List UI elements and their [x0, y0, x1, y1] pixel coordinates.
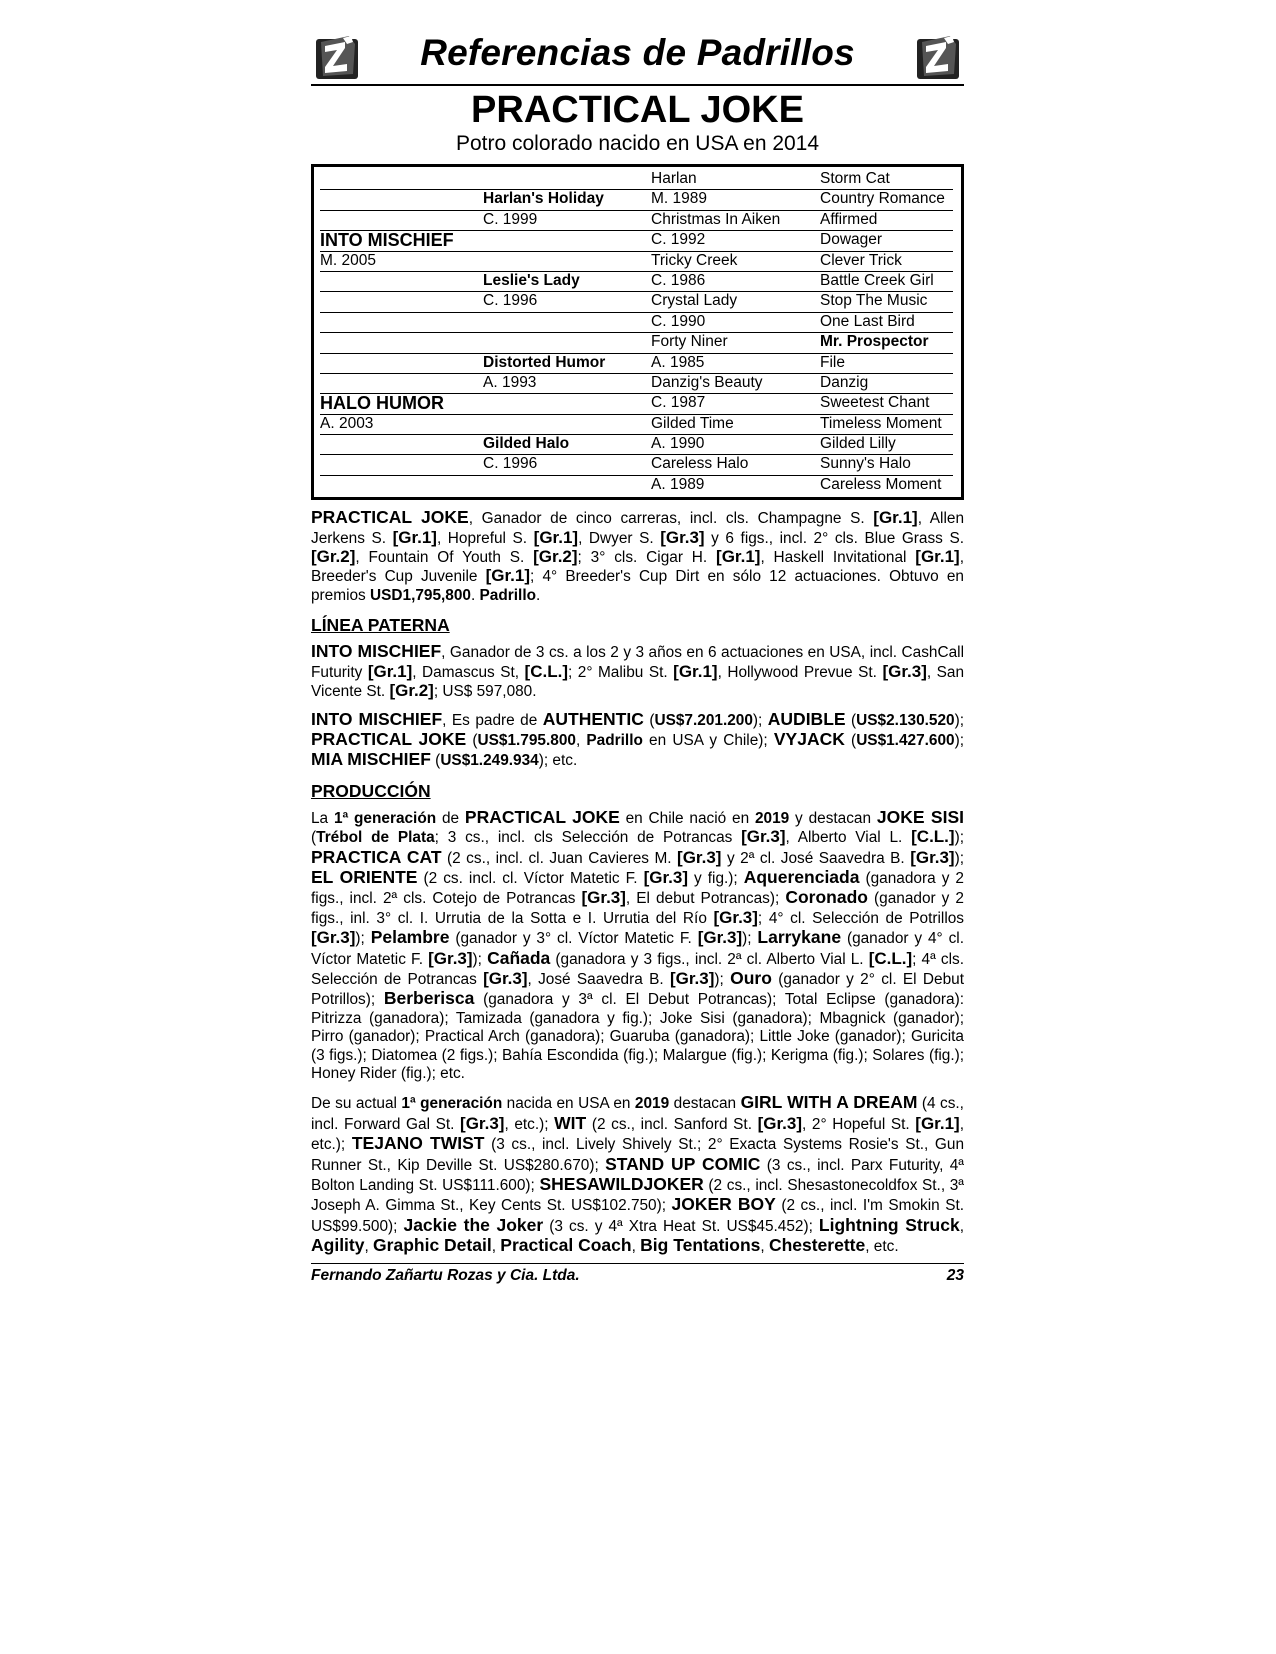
pedigree-cell: Gilded Lilly [820, 435, 896, 453]
pedigree-cell: Storm Cat [820, 170, 890, 187]
chile-production-paragraph: La 1ª generación de PRACTICAL JOKE en Chile nació en 2019 y destacan JOKE SISI (Trébol de Plata; 3 cs., incl. cls Selección de Potrancas [Gr.3], Alberto Vial L. [C.L.]); PRACTICA CAT (2 cs., incl. cl. Juan Cavieres M. [Gr.3] y 2ª cl. José Saavedra B. [Gr.3]); EL ORIENTE (2 cs. incl. cl. Víctor Matetic F. [Gr.3] y fig.); Aquerenciada (ganadora y 2 figs., incl. 2ª cls. Cotejo de Potrancas [Gr.3], El debut Potrancas); Coronado (ganador y 2 figs., inl. 3° cl. I. Urrutia de la Sotta e I. Urrutia del Río [Gr.3]; 4° cl. Selección de Potrillos [Gr.3]); Pelambre (ganador y 3° cl. Víctor Matetic F. [Gr.3]); Larrykane (ganador y 4° cl. Víctor Matetic F. [Gr.3]); Cañada (ganadora y 3 figs., incl. 2ª cl. Alberto Vial L. [C.L.]; 4ª cls. Selección de Potrancas [Gr.3], José Saavedra B. [Gr.3]); Ouro (ganador y 2° cl. El Debut Potrillos); Berberisca (ganadora y 3ª cl. El Debut Potrancas); Total Eclipse (ganadora): Pitrizza (ganadora); Tamizada (ganadora y fig.); Joke Sisi (ganadora); Mbagnick (ganador); Pirro (ganador); Practical Arch (ganadora); Guaruba (ganadora); Little Joke (ganador); Guricita (3 figs.); Diatomea (2 figs.); Bahía Escondida (fig.); Malargue (fig.); Kerigma (fig.); Solares (fig.); Honey Rider (fig.); etc. [311, 806, 964, 1082]
pedigree-table [311, 164, 964, 500]
pedigree-cell: Clever Trick [820, 251, 902, 269]
pedigree-cell: Danzig's Beauty [651, 373, 763, 391]
page-header [311, 30, 964, 86]
pedigree-cell: M. 1989 [651, 190, 708, 208]
pedigree-cell: C. 1992 [651, 231, 706, 249]
pedigree-cell: Leslie's Lady [483, 271, 580, 289]
pedigree-cell: C. 1986 [651, 271, 706, 289]
pedigree-cell: C. 1996 [483, 292, 538, 310]
pedigree-cell: C. 1987 [651, 394, 706, 412]
pedigree-row [320, 252, 953, 272]
pedigree-row [320, 313, 953, 333]
pedigree-cell: Sweetest Chant [820, 394, 930, 412]
pedigree-cell: A. 1990 [651, 435, 705, 453]
pedigree-row [320, 415, 953, 435]
section-title-linea-paterna: LÍNEA PATERNA [311, 615, 450, 636]
pedigree-cell [320, 354, 483, 373]
pedigree-cell: Harlan [651, 170, 697, 187]
pedigree-cell: Stop The Music [820, 292, 928, 310]
pedigree-cell: A. 1989 [651, 475, 705, 493]
pedigree-cell: Dowager [820, 231, 883, 249]
footer-company: Fernando Zañartu Rozas y Cia. Ltda. [311, 1266, 580, 1284]
pedigree-cell [483, 415, 651, 434]
pedigree-cell [320, 455, 483, 474]
pedigree-cell: HALO HUMOR [320, 393, 444, 414]
pedigree-row [320, 374, 953, 394]
pedigree-row [320, 170, 953, 190]
pedigree-cell [483, 394, 651, 413]
pedigree-row [320, 211, 953, 231]
pedigree-row [320, 476, 953, 495]
pedigree-cell: One Last Bird [820, 312, 915, 330]
sire-record-paragraph: INTO MISCHIEF, Ganador de 3 cs. a los 2 y 3 años en 6 actuaciones en USA, incl. CashCall Futurity [Gr.1], Damascus St, [C.L.]; 2° Malibu St. [Gr.1], Hollywood Prevue St. [Gr.3], San Vicente St. [Gr.2]; US$ 597,080. [311, 641, 965, 701]
pedigree-cell: Danzig [820, 373, 869, 391]
pedigree-cell: A. 2003 [320, 414, 374, 432]
horse-name: PRACTICAL JOKE [471, 89, 804, 131]
page-number: 23 [946, 1266, 964, 1284]
pedigree-row [320, 190, 953, 210]
pedigree-cell: C. 1996 [483, 455, 538, 473]
pedigree-cell [320, 292, 483, 311]
sire-progeny-paragraph: INTO MISCHIEF, Es padre de AUTHENTIC (US$7.201.200); AUDIBLE (US$2.130.520); PRACTICAL JOKE (US$1.795.800, Padrillo en USA y Chile); VYJACK (US$1.427.600); MIA MISCHIEF (US$1.249.934); etc. [311, 708, 965, 770]
pedigree-cell [320, 476, 483, 495]
pedigree-cell [320, 190, 483, 209]
pedigree-cell: Forty Niner [651, 333, 728, 351]
pedigree-cell: Timeless Moment [820, 414, 942, 432]
pedigree-cell: Distorted Humor [483, 353, 606, 371]
pedigree-cell: Mr. Prospector [820, 333, 929, 351]
pedigree-cell: File [820, 353, 845, 371]
pedigree-cell [483, 333, 651, 352]
pedigree-row [320, 435, 953, 455]
pedigree-cell: Tricky Creek [651, 251, 738, 269]
pedigree-cell: Careless Moment [820, 475, 942, 493]
pedigree-cell [483, 476, 651, 495]
page [311, 30, 964, 1285]
pedigree-cell [320, 211, 483, 230]
usa-production-paragraph: De su actual 1ª generación nacida en USA en 2019 destacan GIRL WITH A DREAM (4 cs., incl. Forward Gal St. [Gr.3], etc.); WIT (2 cs., incl. Sanford St. [Gr.3], 2° Hopeful St. [Gr.1], etc.); TEJANO TWIST (3 cs., incl. Lively Shively St.; 2° Exacta Systems Rosie's St., Gun Runner St., Kip Deville St. US$280.670); STAND UP COMIC (3 cs., incl. Parx Futurity, 4ª Bolton Landing St. US$111.600); SHESAWILDJOKER (2 cs., incl. Shesastonecoldfox St., 3ª Joseph A. Gimma St., Key Cents St. US$102.750); JOKER BOY (2 cs., incl. I'm Smokin St. US$99.500); Jackie the Joker (3 cs. y 4ª Xtra Heat St. US$45.452); Lightning Struck, Agility, Graphic Detail, Practical Coach, Big Tentations, Chesterette, etc. [311, 1092, 965, 1256]
pedigree-cell [320, 272, 483, 291]
pedigree-cell: Affirmed [820, 210, 878, 228]
pedigree-cell: M. 2005 [320, 251, 377, 269]
section-title-produccion: PRODUCCIÓN [311, 780, 431, 801]
pedigree-cell: Sunny's Halo [820, 455, 911, 473]
pedigree-cell: Gilded Time [651, 414, 734, 432]
pedigree-cell [483, 231, 651, 250]
page-footer [311, 1263, 964, 1285]
pedigree-cell [320, 374, 483, 393]
pedigree-cell [320, 170, 483, 189]
pedigree-cell [320, 313, 483, 332]
pedigree-row [320, 455, 953, 475]
pedigree-row [320, 272, 953, 292]
pedigree-cell [483, 252, 651, 271]
horse-head-z-logo-icon [916, 34, 960, 80]
pedigree-cell: Battle Creek Girl [820, 271, 934, 289]
pedigree-cell: A. 1985 [651, 353, 705, 371]
pedigree-row [320, 231, 953, 251]
pedigree-row [320, 354, 953, 374]
pedigree-cell: Country Romance [820, 190, 945, 208]
pedigree-cell: INTO MISCHIEF [320, 230, 454, 251]
header-title: Referencias de Padrillos [420, 32, 855, 73]
horse-subtitle: Potro colorado nacido en USA en 2014 [455, 132, 820, 155]
pedigree-cell: Christmas In Aiken [651, 210, 781, 228]
pedigree-row [320, 394, 953, 414]
pedigree-cell: Harlan's Holiday [483, 190, 604, 208]
pedigree-cell [320, 333, 483, 352]
pedigree-row [320, 333, 953, 353]
pedigree-row [320, 292, 953, 312]
pedigree-cell: Crystal Lady [651, 292, 738, 310]
pedigree-cell: A. 1993 [483, 373, 537, 391]
race-record-paragraph: PRACTICAL JOKE, Ganador de cinco carreras, incl. cls. Champagne S. [Gr.1], Allen Jerkens S. [Gr.1], Hopreful S. [Gr.1], Dwyer S. [Gr.3] y 6 figs., incl. 2° cls. Blue Grass S. [Gr.2], Fountain Of Youth S. [Gr.2]; 3° cls. Cigar H. [Gr.1], Haskell Invitational [Gr.1], Breeder's Cup Juvenile [Gr.1]; 4° Breeder's Cup Dirt en sólo 12 actuaciones. Obtuvo en premios USD1,795,800. Padrillo. [311, 507, 964, 604]
pedigree-cell: C. 1990 [651, 312, 706, 330]
pedigree-cell [320, 435, 483, 454]
pedigree-cell [483, 313, 651, 332]
pedigree-cell: C. 1999 [483, 210, 538, 228]
pedigree-cell: Careless Halo [651, 455, 749, 473]
pedigree-cell [483, 170, 651, 189]
pedigree-cell: Gilded Halo [483, 435, 570, 453]
